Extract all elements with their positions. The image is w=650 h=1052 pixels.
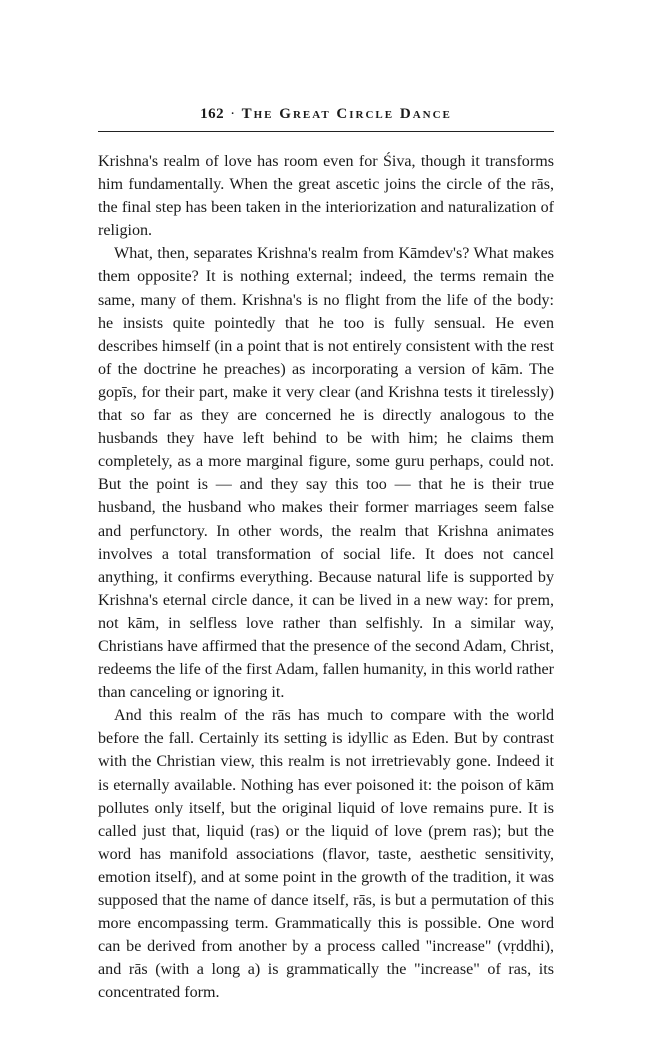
page-number: 162 (200, 106, 225, 122)
header-separator: · (230, 106, 236, 122)
paragraph-1: Krishna's realm of love has room even for Śiva, though it transforms him fundamentally. When the great ascetic joins the circle of the rās, the final step has been taken in the interiorization and naturalization of religion. (98, 153, 554, 240)
paragraph-2: What, then, separates Krishna's realm from Kāmdev's? What makes them opposite? It is nothing external; indeed, the terms remain the same, many of them. Krishna's is no flight from the life of the body: he insists quite pointedly that he too is fully sensual. He even describes himself (in a point that is not entirely consistent with the rest of the doctrine he preaches) as incorporating a version of kām. The gopīs, for their part, make it very clear (and Krishna tests it tirelessly) that so far as they are concerned he is directly analogous to the husbands they have left behind to be with him; he claims them completely, as a more marginal figure, some guru perhaps, could not. But the point is — and they say this too — that he is their true husband, the husband who makes their former marriages seem false and perfunctory. In other words, the realm that Krishna animates involves a total transformation of social life. It does not cancel anything, it confirms everything. Because natural life is supported by Krishna's eternal circle dance, it can be lived in a new way: for prem, not kām, in selfless love rather than selfishly. In a similar way, Christians have affirmed that the presence of the second Adam, Christ, redeems the life of the first Adam, fallen humanity, in this world rather than canceling or ignoring it. (98, 245, 554, 702)
paragraph-3: And this realm of the rās has much to compare with the world before the fall. Certainly its setting is idyllic as Eden. But by contrast with the Christian view, this realm is not irretrievably gone. Indeed it is eternally available. Nothing has ever poisoned it: the poison of kām pollutes only itself, but the original liquid of love remains pure. It is called just that, liquid (ras) or the liquid of love (prem ras); but the word has manifold associations (flavor, taste, aesthetic sensitivity, emotion itself), and at some point in the growth of the tradition, it was supposed that the name of dance itself, rās, is but a permutation of this more encompassing term. Grammatically this is possible. One word can be derived from another by a process called "increase" (vṛddhi), and rās (with a long a) is grammatically the "increase" of ras, its concentrated form. (98, 707, 554, 1002)
book-title: The Great Circle Dance (241, 106, 452, 122)
header-rule (98, 131, 554, 132)
running-header (98, 106, 554, 128)
body-text (98, 150, 554, 1004)
